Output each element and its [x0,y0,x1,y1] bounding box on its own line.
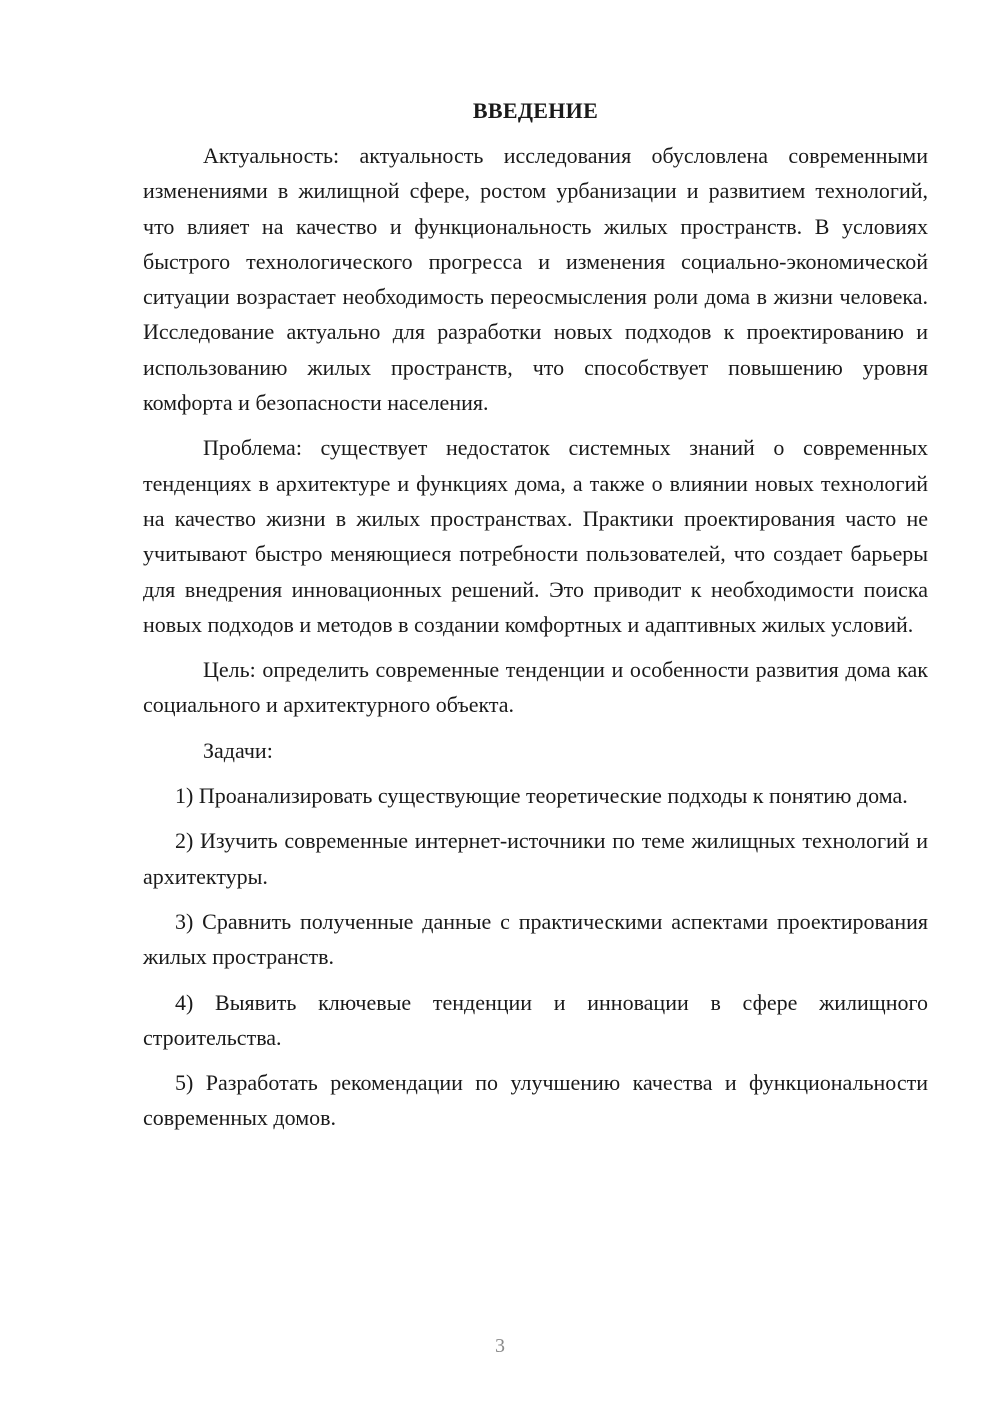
list-item: 1) Проанализировать существующие теоретические подходы к понятию дома. [175,783,908,809]
document-page [143,96,928,1136]
list-item: 5) Разработать рекомендации по улучшению качества и функциональности современных домов. [143,1070,928,1131]
goal-paragraph: Цель: определить современные тенденции и особенности развития дома как социального и архитектурного объекта. [143,657,928,718]
tasks-label: Задачи: [203,737,273,763]
list-item: 2) Изучить современные интернет-источники по теме жилищных технологий и архитектуры. [143,828,928,889]
page-number: 3 [495,1335,505,1357]
relevance-paragraph: Актуальность: актуальность исследования обусловлена современными изменениями в жилищной сфере, ростом урбанизации и развитием технологий, что влияет на качество и функциональность жилых пространств. В условиях быстрого технологического прогресса и изменения социально-экономической ситуации возрастает необходимость переосмысления роли дома в жизни человека. Исследование актуально для разработки новых подходов к проектированию и использованию жилых пространств, что способствует повышению уровня комфорта и безопасности населения. [143,143,928,416]
list-item: 3) Сравнить полученные данные с практическими аспектами проектирования жилых пространств. [143,908,928,970]
tasks-list [143,778,928,1136]
section-heading: ВВЕДЕНИЕ [472,98,599,123]
problem-paragraph: Проблема: существует недостаток системных знаний о современных тенденциях в архитектуре и функциях дома, а также о влиянии новых технологий на качество жизни в жилых пространствах. Практики проектирования часто не учитывают быстро меняющиеся потребности пользователей, что создает барьеры для внедрения инновационных решений. Это приводит к необходимости поиска новых подходов и методов в создании комфортных и адаптивных жилых условий. [143,435,928,637]
list-item: 4) Выявить ключевые тенденции и инновации в сфере жилищного строительства. [143,989,928,1050]
